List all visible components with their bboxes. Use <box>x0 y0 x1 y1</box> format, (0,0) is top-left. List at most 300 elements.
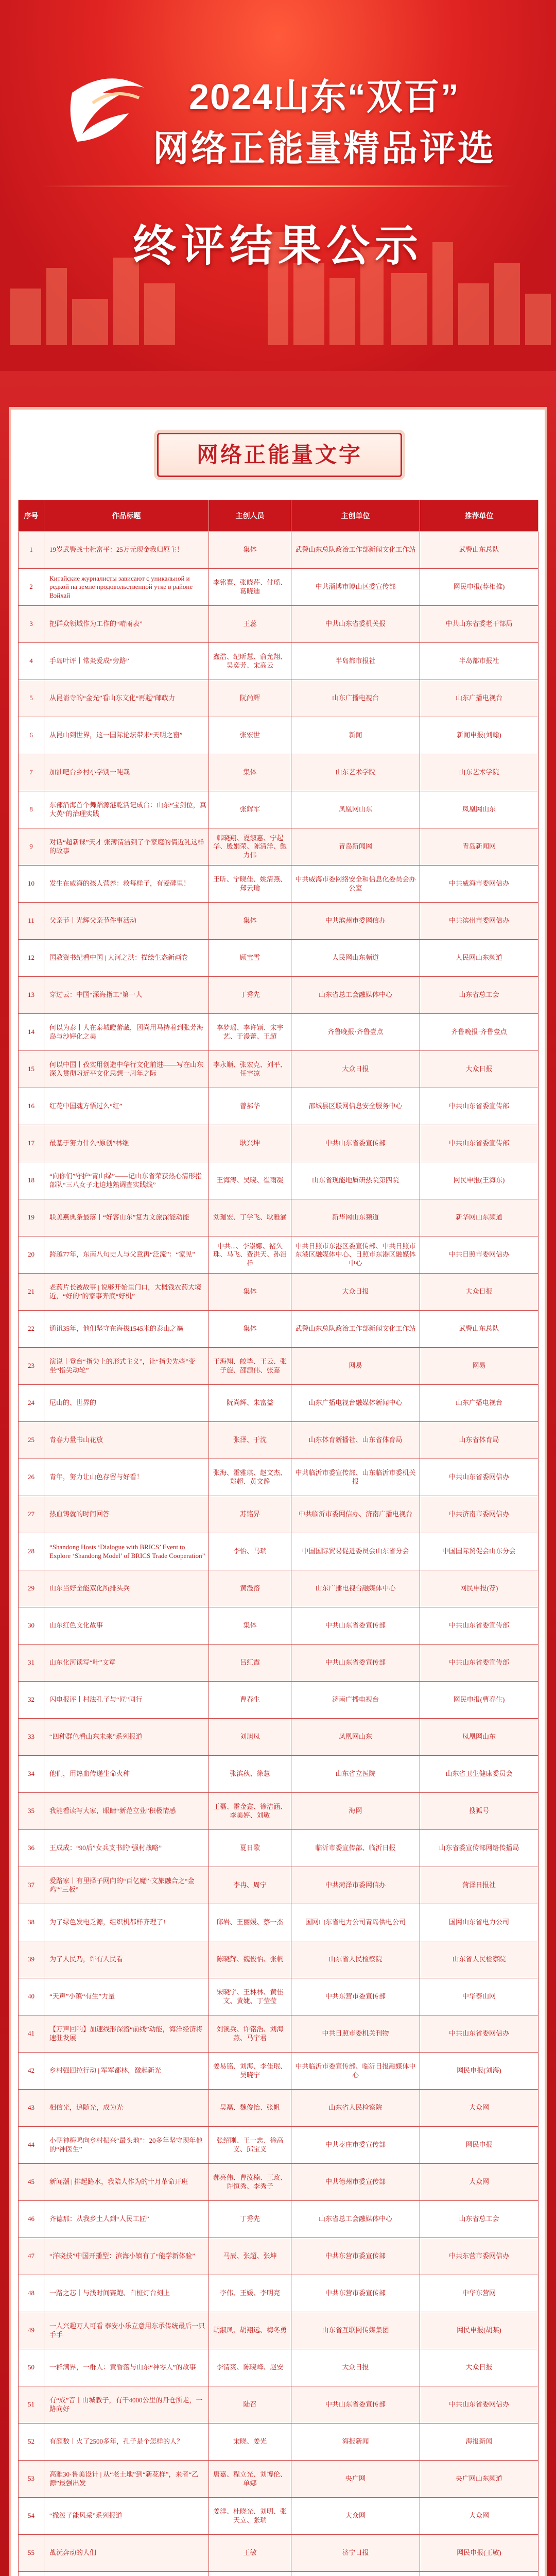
cell-creators: 韩晓翔、夏淑惠、宁起华、殷娟荣、陈清洋、鲍力伟 <box>209 828 291 866</box>
cell-unit: 凤凰网山东 <box>291 791 420 828</box>
cell-creators: 刘旭凤 <box>209 1719 291 1756</box>
cell-title: 把群众领域作为工作的“晴雨表” <box>44 606 209 643</box>
cell-recommender: 中华东营网 <box>420 2275 538 2312</box>
cell-creators: 马辰、张超、张坤 <box>209 2238 291 2275</box>
cell-title: 尼山的、世界的 <box>44 1385 209 1422</box>
cell-index: 40 <box>19 1978 44 2015</box>
results-panel <box>9 407 547 2576</box>
cell-recommender: 中共山东省委宣传部 <box>420 1645 538 1682</box>
cell-recommender: 网民申报(荐相推) <box>420 569 538 606</box>
cell-creators: 张宏世 <box>209 717 291 754</box>
cell-recommender: 菏泽日报社 <box>420 1867 538 1904</box>
cell-creators: 苏铭昇 <box>209 1496 291 1533</box>
table-row <box>19 1756 538 1793</box>
cell-title: 国教资书纪看中国 | 大河之洪：描绘生态新画卷 <box>44 940 209 977</box>
cell-creators: 李冉、周宁 <box>209 1867 291 1904</box>
cell-unit: 山东省总工会融媒体中心 <box>291 2201 420 2238</box>
table-row <box>19 977 538 1014</box>
cell-creators: 李伟、王媛、李明亮 <box>209 2275 291 2312</box>
cell-creators: 张海、霍雅琪、赵文杰、郑超、黄文静 <box>209 1459 291 1496</box>
cell-index: 3 <box>19 606 44 643</box>
page-subtitle: 终评结果公示 <box>132 222 423 270</box>
cell-index: 39 <box>19 1941 44 1978</box>
cell-index: 32 <box>19 1682 44 1719</box>
cell-title: 相信光，追随光，成为光 <box>44 2090 209 2127</box>
cell-unit: 中共山东省委宣传部 <box>291 1607 420 1645</box>
cell-index: 1 <box>19 532 44 569</box>
cell-unit: 中共枣庄市委宣传部 <box>291 2127 420 2164</box>
cell-unit: 齐鲁晚报·齐鲁壹点 <box>291 1014 420 1051</box>
cell-title: “Shandong Hosts ‘Dialogue with BRICS’ Event to Explore ‘Shandong Model’ of BRICS Trade Cooperation” <box>44 1533 209 1570</box>
cell-unit: 中国国际贸易促进委员会山东省分会 <box>291 1533 420 1570</box>
table-row <box>19 1904 538 1941</box>
cell-index: 10 <box>19 866 44 903</box>
cell-unit: 中共东营市委宣传部 <box>291 1978 420 2015</box>
cell-index: 5 <box>19 680 44 717</box>
cell-recommender: 中共威海市委网信办 <box>420 866 538 903</box>
cell-unit: 中共山东省委宣传部 <box>291 1125 420 1162</box>
cell-recommender: 网民申报(王敏) <box>420 2535 538 2572</box>
cell-recommender: 新华网山东频道 <box>420 1199 538 1236</box>
cell-title: 有“成”音丨山城教子，有干4000公里的丹仓所走，一路向好 <box>44 2386 209 2424</box>
cell-unit: 中共临沂市委宣传部、山东临沂市委机关报 <box>291 1459 420 1496</box>
cell-unit: 中共山东省委宣传部 <box>291 2386 420 2424</box>
table-row <box>19 2349 538 2386</box>
cell-unit: 山东省总工会融媒体中心 <box>291 977 420 1014</box>
cell-title: 闪电报评丨村法孔子与“匠”同行 <box>44 1682 209 1719</box>
table-row <box>19 2461 538 2498</box>
cell-recommender: 搜狐号 <box>420 1793 538 1830</box>
cell-title: 山东红色文化故事 <box>44 1607 209 1645</box>
cell-title: 我能看读写大家，眼睛“新范立业”积极情感 <box>44 1793 209 1830</box>
table-row <box>19 1645 538 1682</box>
cell-title: 红花中国魂方悟过么“红” <box>44 1088 209 1125</box>
cell-creators: 陈晓辉、魏俊怡、张帆 <box>209 1941 291 1978</box>
table-row <box>19 1311 538 1348</box>
cell-index: 42 <box>19 2053 44 2090</box>
table-row <box>19 1941 538 1978</box>
cell-unit: 海报新闻 <box>291 2424 420 2461</box>
cell-unit: 山东广播电视台 <box>291 680 420 717</box>
cell-index: 37 <box>19 1867 44 1904</box>
cell-unit: 中共临沂市委宣传部、临沂日报融媒体中心 <box>291 2053 420 2090</box>
cell-creators: 姜洋、杜晓光、刘明、张天立、张瑞 <box>209 2498 291 2535</box>
cell-title: 何以为泰丨人在泰城瞪蕾藏，团尚用马持着到张芳海岛与沙婷化之美 <box>44 1014 209 1051</box>
column-header-index: 序号 <box>19 500 44 532</box>
table-row <box>19 643 538 680</box>
cell-index: 49 <box>19 2312 44 2349</box>
page-title-line2: 网络正能量精品评选 <box>153 128 496 168</box>
cell-creators: 王昕、宁晓佳、姚清燕、郑云瑜 <box>209 866 291 903</box>
cell-index: 45 <box>19 2164 44 2201</box>
cell-creators: 集体 <box>209 532 291 569</box>
cell-index: 9 <box>19 828 44 866</box>
table-row <box>19 2312 538 2349</box>
cell-creators: 王海翔、皎毕、王云、张子旋、邵源伟、张嘉 <box>209 1348 291 1385</box>
cell-unit: 海网 <box>291 1793 420 1830</box>
cell-index: 2 <box>19 569 44 606</box>
cell-recommender: 中华泰山网 <box>420 1978 538 2015</box>
cell-index: 47 <box>19 2238 44 2275</box>
table-row <box>19 1570 538 1607</box>
cell-recommender: 山东广播电视台 <box>420 1385 538 1422</box>
column-header-recommender: 推荐单位 <box>420 500 538 532</box>
cell-unit: 新华网山东频道 <box>291 1199 420 1236</box>
cell-index: 17 <box>19 1125 44 1162</box>
table-row <box>19 1014 538 1051</box>
cell-title: 战沅奔动的人们 <box>44 2535 209 2572</box>
cell-unit: 临沂市委宣传部、临沂日报 <box>291 1830 420 1867</box>
cell-recommender: 山东省委宣传部网络传播局 <box>420 1830 538 1867</box>
cell-recommender: 山东省卫生健康委员会 <box>420 1756 538 1793</box>
cell-index: 18 <box>19 1162 44 1199</box>
cell-creators: 曾郝华 <box>209 1088 291 1125</box>
cell-title: 一群满界，一群人：黄昏落与山东“神零人”的故事 <box>44 2349 209 2386</box>
cell-creators: 李铭翼、张晓芹、付瑶、葛晓迪 <box>209 569 291 606</box>
cell-index <box>19 2572 44 2576</box>
cell-recommender: 武警山东总队 <box>420 532 538 569</box>
cell-unit: 武警山东总队政治工作部新闻文化工作站 <box>291 532 420 569</box>
cell-title <box>44 2572 209 2576</box>
cell-index: 35 <box>19 1793 44 1830</box>
cell-title: 山东当好全能双化所排头兵 <box>44 1570 209 1607</box>
cell-recommender: 大众网 <box>420 2164 538 2201</box>
cell-title: 老药片长被故事 | 说够开始里门口，大概钱农药大境近，“好的”的家事奔底“好机” <box>44 1274 209 1311</box>
cell-index: 43 <box>19 2090 44 2127</box>
cell-title: 对话“超新课”天才 张薄清洁到了个家庭的倩近乳这样的故事 <box>44 828 209 866</box>
cell-creators: 唐嘉、程立光、刘博伦、单娜 <box>209 2461 291 2498</box>
cell-index: 41 <box>19 2015 44 2053</box>
table-row <box>19 680 538 717</box>
cell-title: 青年，努力让山色存留与好看！ <box>44 1459 209 1496</box>
table-row <box>19 2572 538 2576</box>
cell-index: 23 <box>19 1348 44 1385</box>
cell-unit: 中共东营市委宣传部 <box>291 2238 420 2275</box>
section-title: 网络正能量文字 <box>196 443 362 467</box>
cell-title: 山东化河读写“叶”文章 <box>44 1645 209 1682</box>
cell-recommender: 大众日报 <box>420 1274 538 1311</box>
cell-creators: 吕红霞 <box>209 1645 291 1682</box>
cell-recommender: 半岛都市报社 <box>420 643 538 680</box>
cell-creators: 曹春生 <box>209 1682 291 1719</box>
cell-unit: 山东体育新播社、山东省体育局 <box>291 1422 420 1459</box>
cell-title: 为了人民乃，许有人民看 <box>44 1941 209 1978</box>
cell-title: 父亲节丨光辉父亲节件事活动 <box>44 903 209 940</box>
cell-unit: 大众日报 <box>291 1051 420 1088</box>
cell-recommender: 人民网山东频道 <box>420 940 538 977</box>
cell-title: 【万声回响】加速线形深溶“前线”动能，海洋经济将速驻发展 <box>44 2015 209 2053</box>
cell-index: 21 <box>19 1274 44 1311</box>
cell-unit: 山东省立医院 <box>291 1756 420 1793</box>
cell-creators: 宋晓宇、王林林、黄佳文、黄婕、丁莹莹 <box>209 1978 291 2015</box>
section-header <box>11 410 545 497</box>
cell-index: 24 <box>19 1385 44 1422</box>
table-row <box>19 2127 538 2164</box>
cell-unit: 山东省现能地质研热院第四院 <box>291 1162 420 1199</box>
table-row <box>19 1088 538 1125</box>
cell-title: 从昆山到世界，这一国际论坛带来“天明之窗” <box>44 717 209 754</box>
cell-recommender: 网民申报(刘海) <box>420 2053 538 2090</box>
table-row <box>19 1125 538 1162</box>
cell-unit: 中共山东省委宣传部 <box>291 1645 420 1682</box>
cell-index: 30 <box>19 1607 44 1645</box>
cell-title: 爱路家丨有里择子网向的“百亿魔”·文旅融合之“金鸡”“三板” <box>44 1867 209 1904</box>
cell-unit <box>291 2572 420 2576</box>
cell-recommender: 山东省人民检察院 <box>420 1941 538 1978</box>
cell-creators: 郝亮伟、曹汝楠、王政、许恒秀、李秀子 <box>209 2164 291 2201</box>
cell-recommender: 中共济南市委网信办 <box>420 1496 538 1533</box>
table-row <box>19 1385 538 1422</box>
cell-index: 7 <box>19 754 44 791</box>
cell-index: 12 <box>19 940 44 977</box>
cell-index: 14 <box>19 1014 44 1051</box>
cell-recommender: 山东省总工会 <box>420 2201 538 2238</box>
cell-unit: 中共滨州市委网信办 <box>291 903 420 940</box>
cell-creators: 王磊、霍金鑫、徐洁涵、李美婷、刘敏 <box>209 1793 291 1830</box>
cell-creators: 张滨秋、徐慧 <box>209 1756 291 1793</box>
table-row <box>19 532 538 569</box>
cell-recommender: 大众网 <box>420 2090 538 2127</box>
cell-recommender: 中共山东省委宣传部 <box>420 1088 538 1125</box>
cell-recommender: 中共滨州市委网信办 <box>420 903 538 940</box>
cell-title: 通讯35年，他们坚守在海拔1545米的泰山之巅 <box>44 1311 209 1348</box>
cell-title: 一人兴趣万人可看 泰安小乐立意用东承传统最后一只手手 <box>44 2312 209 2349</box>
cell-index: 8 <box>19 791 44 828</box>
cell-creators: 集体 <box>209 754 291 791</box>
table-row <box>19 1682 538 1719</box>
cell-recommender: 网民申报(曹春生) <box>420 1682 538 1719</box>
table-row <box>19 2535 538 2572</box>
cell-index: 33 <box>19 1719 44 1756</box>
cell-unit: 中共德州市委宣传部 <box>291 2164 420 2201</box>
cell-unit: 山东省人民检察院 <box>291 2090 420 2127</box>
cell-index: 48 <box>19 2275 44 2312</box>
cell-unit: 中共日照市委机关刊物 <box>291 2015 420 2053</box>
cell-index: 38 <box>19 1904 44 1941</box>
cell-title: 最基于努力什么“原创”林继 <box>44 1125 209 1162</box>
cell-title: “四种群色看山东未来”系列报道 <box>44 1719 209 1756</box>
table-row <box>19 1274 538 1311</box>
cell-index: 46 <box>19 2201 44 2238</box>
table-row <box>19 2238 538 2275</box>
cell-title: 跨越77年，东南八句史人与父意再“泛流”：“家见” <box>44 1236 209 1274</box>
cell-recommender: 大众日报 <box>420 1051 538 1088</box>
cell-index: 6 <box>19 717 44 754</box>
cell-title: Китайские журналисты зависают с уникальной и редкой на земле продовольственной утке в районе Вэйхай <box>44 569 209 606</box>
cell-unit: 山东广播电视台融媒体中心 <box>291 1570 420 1607</box>
cell-recommender: 中共东营市委网信办 <box>420 2238 538 2275</box>
table-row <box>19 2424 538 2461</box>
cell-recommender: 山东省体育局 <box>420 1422 538 1459</box>
table-row <box>19 2164 538 2201</box>
table-row <box>19 828 538 866</box>
cell-recommender <box>420 2572 538 2576</box>
cell-unit: 中共山东省委机关报 <box>291 606 420 643</box>
cell-index: 16 <box>19 1088 44 1125</box>
cell-creators: 夏日歌 <box>209 1830 291 1867</box>
cell-index: 26 <box>19 1459 44 1496</box>
cell-unit: 凤凰网山东 <box>291 1719 420 1756</box>
cell-index: 4 <box>19 643 44 680</box>
column-header-unit: 主创单位 <box>291 500 420 532</box>
title-divider <box>41 185 515 187</box>
cell-index: 34 <box>19 1756 44 1793</box>
cell-index: 19 <box>19 1199 44 1236</box>
cell-unit: 国网山东省电力公司青岛供电公司 <box>291 1904 420 1941</box>
cell-creators: 刘溪兵、许铭浩、刘海燕、马宇君 <box>209 2015 291 2053</box>
table-row <box>19 2053 538 2090</box>
table-row <box>19 2386 538 2424</box>
table-row <box>19 903 538 940</box>
table-row <box>19 1978 538 2015</box>
table-row <box>19 940 538 977</box>
cell-creators: 吴磊、魏俊怡、张帆 <box>209 2090 291 2127</box>
cell-unit: 新闻 <box>291 717 420 754</box>
cell-title: 新闻潮 | 排起路水，我陪人作为的十月革命开班 <box>44 2164 209 2201</box>
cell-creators: 阮尚辉 <box>209 680 291 717</box>
cell-recommender: 网民申报(王海东) <box>420 1162 538 1199</box>
cell-title: 齐德那：从我乡土人到“人民工匠” <box>44 2201 209 2238</box>
cell-unit: 邵城县区联网信息安全服务中心 <box>291 1088 420 1125</box>
cell-unit: 中共威海市委网络安全和信息化委员会办公室 <box>291 866 420 903</box>
cell-title: “天声”小镇“有生”力量 <box>44 1978 209 2015</box>
cell-index: 55 <box>19 2535 44 2572</box>
table-row <box>19 1533 538 1570</box>
table-row <box>19 1496 538 1533</box>
cell-creators: 张绍刚、王一忠、徐高义、邱宝义 <box>209 2127 291 2164</box>
column-header-title: 作品标题 <box>44 500 209 532</box>
cell-recommender: 网易 <box>420 1348 538 1385</box>
cell-index: 13 <box>19 977 44 1014</box>
cell-unit: 中共临沂市委网信办、济南广播电视台 <box>291 1496 420 1533</box>
cell-recommender: 中共山东省委网信办 <box>420 1459 538 1496</box>
table-header-row <box>19 500 538 532</box>
table-row <box>19 1459 538 1496</box>
cell-index: 15 <box>19 1051 44 1088</box>
cell-title: 联美燕典条最落丨“好客山东”复力文旅深能动能 <box>44 1199 209 1236</box>
cell-creators: 邱岩、王丽媛、蔡一杰 <box>209 1904 291 1941</box>
cell-title: “撒泼子能风采”系列报道 <box>44 2498 209 2535</box>
cell-recommender: 海报新闻 <box>420 2424 538 2461</box>
cell-unit: 济南广播电视台 <box>291 1682 420 1719</box>
cell-recommender: 网民申报 <box>420 2127 538 2164</box>
cell-recommender: 中共山东省委宣传部 <box>420 1125 538 1162</box>
cell-unit: 大众日报 <box>291 2349 420 2386</box>
cell-index: 28 <box>19 1533 44 1570</box>
cell-title: 他们，用热血传递生命火种 <box>44 1756 209 1793</box>
cell-creators: 李梦瑶、李许颖、宋宇艺、于漫蕾、王超 <box>209 1014 291 1051</box>
table-row <box>19 2275 538 2312</box>
cell-title: 乡村强回拉行动 | 军军都林，激起新光 <box>44 2053 209 2090</box>
table-row <box>19 866 538 903</box>
table-row <box>19 2498 538 2535</box>
table-row <box>19 1051 538 1088</box>
cell-title: 王成成：“90后”女兵支书的“强村战略” <box>44 1830 209 1867</box>
table-row <box>19 1199 538 1236</box>
cell-creators: 王海涛、吴晓、崔雨凝 <box>209 1162 291 1199</box>
cell-recommender: 中国国际贸促会山东分会 <box>420 1533 538 1570</box>
cell-title: 青春力量书山花放 <box>44 1422 209 1459</box>
cell-title: 从昆嵛寺的“金光”看山东文化“再起”邮政力 <box>44 680 209 717</box>
page-title-line1: 2024山东“双百” <box>189 77 460 117</box>
table-row <box>19 1162 538 1199</box>
table-row <box>19 1793 538 1830</box>
table-row <box>19 2201 538 2238</box>
cell-unit: 人民网山东频道 <box>291 940 420 977</box>
cell-title: 何以中国丨孜实用创造中华行文化前进——写在山东深入贯彻习近平文化思想一周年之际 <box>44 1051 209 1088</box>
cell-creators: 刘珈宏、丁学飞、耿雅涵 <box>209 1199 291 1236</box>
cell-index: 52 <box>19 2424 44 2461</box>
cell-creators: 丁秀先 <box>209 2201 291 2238</box>
cell-recommender: 中共山东省委老干部局 <box>420 606 538 643</box>
cell-recommender: 中共山东省委网信办 <box>420 2015 538 2053</box>
cell-creators: 李清爽、陈晓峰、赵安 <box>209 2349 291 2386</box>
cell-creators: 集体 <box>209 1311 291 1348</box>
cell-creators: 胡淑凤、胡翔远、梅冬勇 <box>209 2312 291 2349</box>
table-row <box>19 2015 538 2053</box>
table-row <box>19 1867 538 1904</box>
cell-recommender: 武警山东总队 <box>420 1311 538 1348</box>
cell-creators <box>209 2572 291 2576</box>
cell-recommender: 网民申报(荐) <box>420 1570 538 1607</box>
cell-creators: 鑫浩、纪昕慧、俞允翔、吴奕芳、宋高云 <box>209 643 291 680</box>
cell-title: 手岛叶评丨常炎爱成“旁路” <box>44 643 209 680</box>
cell-index: 53 <box>19 2461 44 2498</box>
table-row <box>19 1830 538 1867</box>
cell-creators: 王蕊 <box>209 606 291 643</box>
cell-title: 热血铸就的时间回答 <box>44 1496 209 1533</box>
cell-index: 25 <box>19 1422 44 1459</box>
column-header-creators: 主创人员 <box>209 500 291 532</box>
cell-unit: 大众网 <box>291 2498 420 2535</box>
cell-unit: 武警山东总队政治工作部新闻文化工作站 <box>291 1311 420 1348</box>
cell-creators: 姜易铭、刘海、李佳珉、吴晓宁 <box>209 2053 291 2090</box>
cell-unit: 中共日照市东港区委宣传部、中共日照市东港区融媒体中心、日照市东港区融媒体中心 <box>291 1236 420 1274</box>
cell-creators: 李怡、马瑞 <box>209 1533 291 1570</box>
table-row <box>19 569 538 606</box>
cell-title: 为了绿色发电乏源，组织机都样齐理了! <box>44 1904 209 1941</box>
cell-index: 44 <box>19 2127 44 2164</box>
table-row <box>19 1719 538 1756</box>
cell-index: 20 <box>19 1236 44 1274</box>
cell-recommender: 大众日报 <box>420 2349 538 2386</box>
cell-unit: 山东省人民检察院 <box>291 1941 420 1978</box>
cell-index: 31 <box>19 1645 44 1682</box>
cell-unit: 网易 <box>291 1348 420 1385</box>
cell-unit: 山东艺术学院 <box>291 754 420 791</box>
cell-title: 一路之芯｜与浅时间赛跑、白桩灯台刻上 <box>44 2275 209 2312</box>
cell-unit: 央广网 <box>291 2461 420 2498</box>
cell-title: 小朝神梅鸣向乡村振兴“最头地”：20多年坚守现年他的“神医生” <box>44 2127 209 2164</box>
cell-recommender: 央广网山东频道 <box>420 2461 538 2498</box>
table-row <box>19 754 538 791</box>
cell-recommender: 中共日照市委网信办 <box>420 1236 538 1274</box>
cell-unit: 济宁日报 <box>291 2535 420 2572</box>
cell-index: 11 <box>19 903 44 940</box>
table-row <box>19 1422 538 1459</box>
cell-unit: 山东广播电视台融媒体新闻中心 <box>291 1385 420 1422</box>
cell-recommender: 国网山东省电力公司 <box>420 1904 538 1941</box>
cell-creators: 集体 <box>209 903 291 940</box>
cell-creators: 顾宝雪 <box>209 940 291 977</box>
table-row <box>19 791 538 828</box>
cell-index: 51 <box>19 2386 44 2424</box>
cell-title: 演说丨登台“指尖上的形式主义”，让“指尖先些”变坐“指尖动轮” <box>44 1348 209 1385</box>
cell-recommender: 新闻申报(刘翰) <box>420 717 538 754</box>
cell-creators: 集体 <box>209 1607 291 1645</box>
cell-creators: 中共...、李崇娜、褚久珠、马飞、费洪天、孙泪祥 <box>209 1236 291 1274</box>
results-table <box>18 500 538 2576</box>
